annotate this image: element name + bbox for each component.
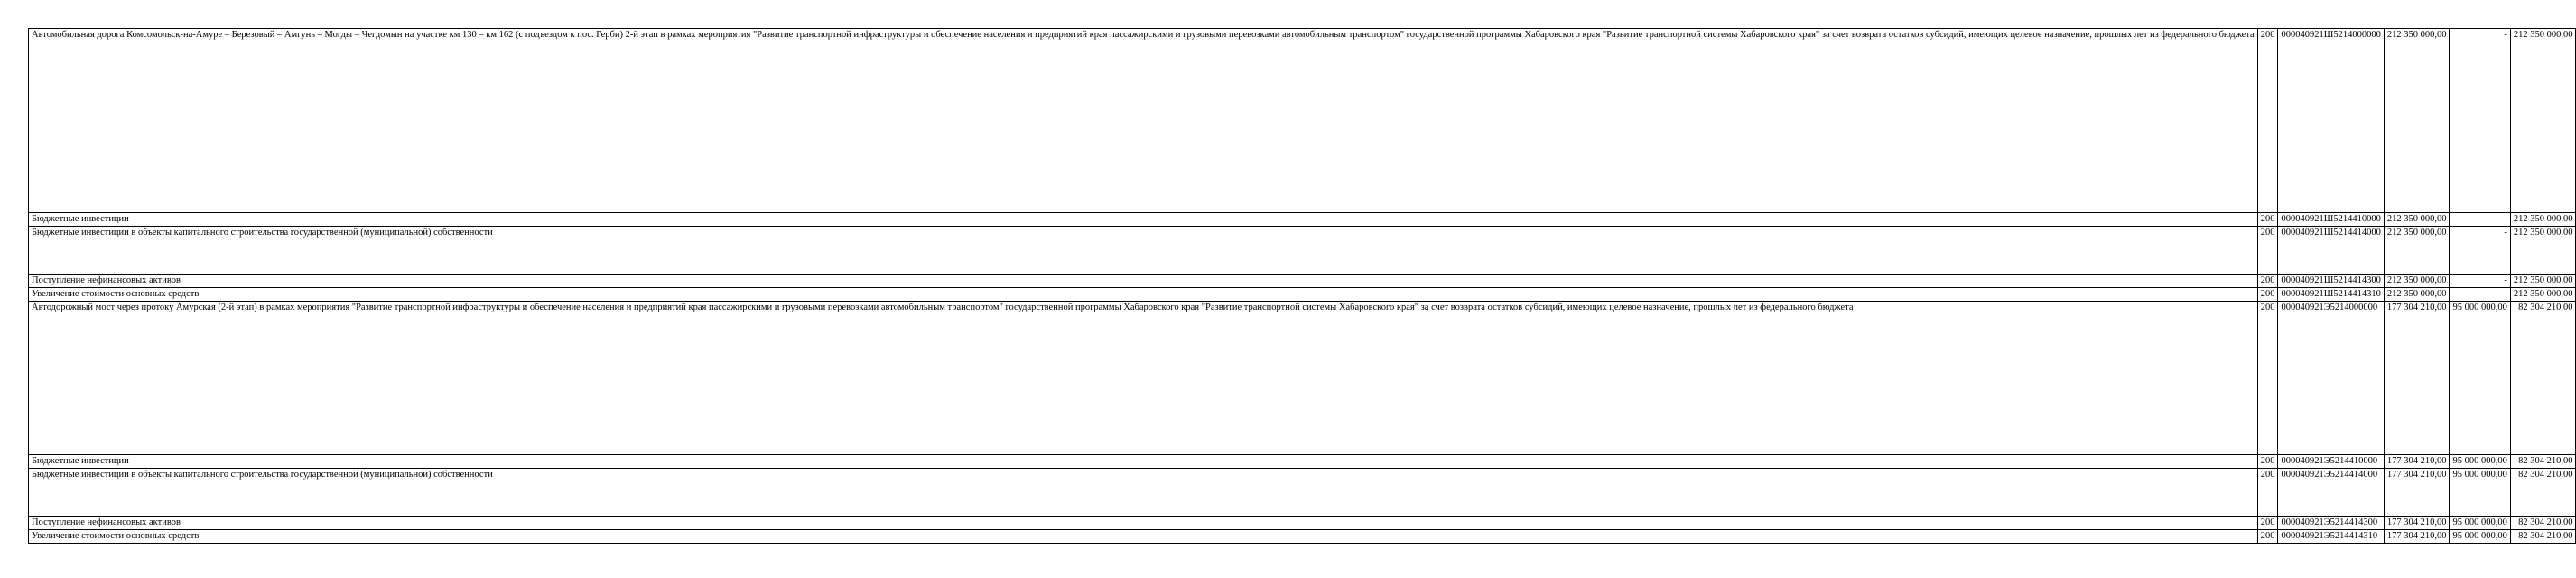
row-approved-amount: 212 350 000,00 [2384,29,2450,213]
row-remaining-amount: 82 304 210,00 [2510,469,2576,517]
row-budget-code: 000040921Ш5214414310 [2278,288,2384,302]
row-budget-code: 000040921Э5214410000 [2278,455,2384,469]
table-row [29,275,2576,288]
row-remaining-amount: 82 304 210,00 [2510,455,2576,469]
row-executed-amount: 95 000 000,00 [2450,455,2510,469]
row-executed-amount: - [2450,227,2510,275]
budget-table [28,28,2576,544]
row-line-code: 200 [2257,530,2278,544]
row-remaining-amount: 82 304 210,00 [2510,530,2576,544]
row-approved-amount: 177 304 210,00 [2384,302,2450,455]
row-approved-amount: 212 350 000,00 [2384,288,2450,302]
row-executed-amount: - [2450,213,2510,227]
row-line-code: 200 [2257,288,2278,302]
row-approved-amount: 177 304 210,00 [2384,469,2450,517]
row-remaining-amount: 212 350 000,00 [2510,213,2576,227]
row-line-code: 200 [2257,29,2278,213]
table-row [29,29,2576,213]
row-name: Поступление нефинансовых активов [29,275,2258,288]
table-row [29,469,2576,517]
row-line-code: 200 [2257,469,2278,517]
row-remaining-amount: 212 350 000,00 [2510,29,2576,213]
row-executed-amount: - [2450,29,2510,213]
row-executed-amount: - [2450,288,2510,302]
table-row [29,227,2576,275]
row-line-code: 200 [2257,302,2278,455]
table-row [29,302,2576,455]
row-budget-code: 000040921Э5214414000 [2278,469,2384,517]
row-executed-amount: 95 000 000,00 [2450,469,2510,517]
table-row [29,455,2576,469]
row-approved-amount: 177 304 210,00 [2384,530,2450,544]
row-line-code: 200 [2257,227,2278,275]
row-executed-amount: 95 000 000,00 [2450,530,2510,544]
row-line-code: 200 [2257,517,2278,530]
row-budget-code: 000040921Ш5214410000 [2278,213,2384,227]
table-row [29,517,2576,530]
row-name: Поступление нефинансовых активов [29,517,2258,530]
row-budget-code: 000040921Ш5214414300 [2278,275,2384,288]
row-remaining-amount: 82 304 210,00 [2510,517,2576,530]
table-row [29,288,2576,302]
row-executed-amount: 95 000 000,00 [2450,302,2510,455]
row-name: Автомобильная дорога Комсомольск-на-Амуре – Березовый – Амгунь – Могды – Чегдомын на участке км 130 – км 162 (с подъездом к пос. Герби) 2-й этап в рамках мероприятия "Развитие транспортной инфраструктуры и обеспечение населения и предприятий края пассажирскими и грузовыми перевозками автомобильным транспортом" государственной программы Хабаровского края "Развитие транспортной системы Хабаровского края" за счет возврата остатков субсидий, имеющих целевое назначение, прошлых лет из федерального бюджета [29,29,2258,213]
row-remaining-amount: 82 304 210,00 [2510,302,2576,455]
row-name: Увеличение стоимости основных средств [29,530,2258,544]
row-name: Автодорожный мост через протоку Амурская (2-й этап) в рамках мероприятия "Развитие транспортной инфраструктуры и обеспечение населения и предприятий края пассажирскими и грузовыми перевозками автомобильным транспортом" государственной программы Хабаровского края "Развитие транспортной системы Хабаровского края" за счет возврата остатков субсидий, имеющих целевое назначение, прошлых лет из федерального бюджета [29,302,2258,455]
row-budget-code: 000040921Ш5214000000 [2278,29,2384,213]
row-approved-amount: 212 350 000,00 [2384,227,2450,275]
table-row [29,213,2576,227]
row-budget-code: 000040921Ш5214414000 [2278,227,2384,275]
row-line-code: 200 [2257,455,2278,469]
row-line-code: 200 [2257,275,2278,288]
table-row [29,530,2576,544]
row-remaining-amount: 212 350 000,00 [2510,275,2576,288]
row-approved-amount: 177 304 210,00 [2384,517,2450,530]
row-executed-amount: - [2450,275,2510,288]
row-budget-code: 000040921Э5214000000 [2278,302,2384,455]
row-name: Бюджетные инвестиции в объекты капитального строительства государственной (муниципальной) собственности [29,469,2258,517]
row-budget-code: 000040921Э5214414300 [2278,517,2384,530]
row-name: Бюджетные инвестиции [29,213,2258,227]
row-approved-amount: 212 350 000,00 [2384,275,2450,288]
row-line-code: 200 [2257,213,2278,227]
row-name: Увеличение стоимости основных средств [29,288,2258,302]
row-remaining-amount: 212 350 000,00 [2510,227,2576,275]
row-budget-code: 000040921Э5214414310 [2278,530,2384,544]
row-executed-amount: 95 000 000,00 [2450,517,2510,530]
row-name: Бюджетные инвестиции в объекты капитального строительства государственной (муниципальной) собственности [29,227,2258,275]
row-approved-amount: 177 304 210,00 [2384,455,2450,469]
row-name: Бюджетные инвестиции [29,455,2258,469]
row-approved-amount: 212 350 000,00 [2384,213,2450,227]
row-remaining-amount: 212 350 000,00 [2510,288,2576,302]
